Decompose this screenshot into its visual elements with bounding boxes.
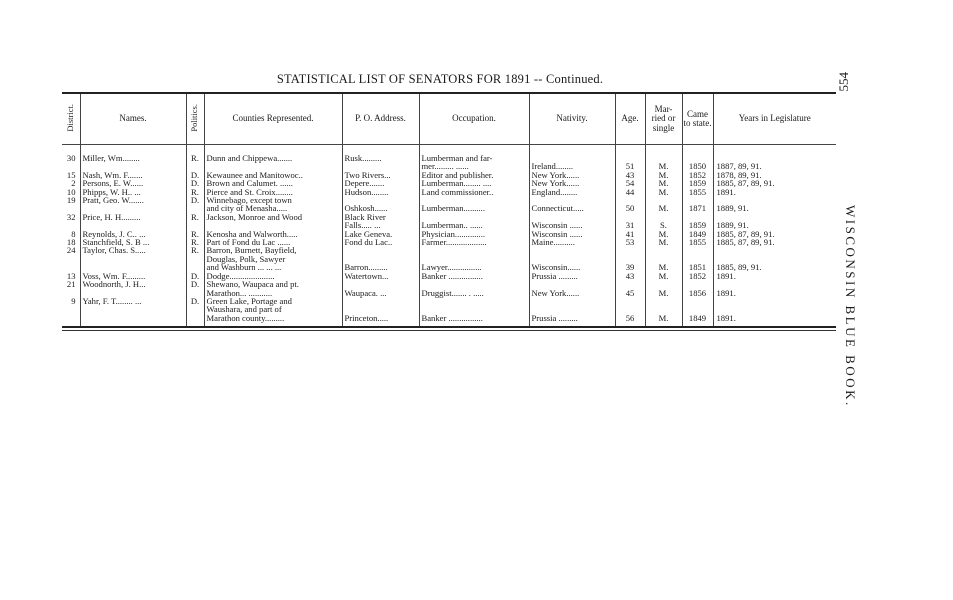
header-age: Age. [615, 94, 645, 145]
cell-name: Yahr, F. T........ ... [80, 297, 186, 326]
cell-line: Lumberman.......... [421, 203, 485, 214]
cell-district: 2 [71, 178, 76, 189]
cell-years [713, 188, 836, 196]
cell-line: Prussia ......... [531, 312, 578, 323]
cell-line: Banker ................ [421, 312, 483, 323]
cell-line: Shewano, Waupaca and pt. [206, 279, 299, 290]
cell-line: England........ [531, 186, 578, 197]
cell-line: Ireland........ [531, 161, 574, 172]
cell-name: Reynolds, J. C.. ... [80, 230, 186, 238]
cell-counties [204, 145, 342, 171]
cell-line [345, 246, 417, 254]
cell-line: Falls..... ... [344, 220, 381, 231]
cell-address [342, 272, 419, 280]
cell-line: 39 [625, 262, 635, 273]
cell-address [342, 238, 419, 246]
header-address: P. O. Address. [342, 94, 419, 145]
cell-line: 41 [625, 228, 635, 239]
cell-married [645, 280, 682, 297]
cell-line: Marathon county......... [206, 312, 285, 323]
cell-line: Wisconsin...... [531, 262, 581, 273]
cell-address [342, 280, 419, 297]
cell-line: M. [658, 270, 669, 281]
cell-politics: R. [186, 238, 204, 246]
cell-came [682, 145, 713, 171]
cell-politics: R. [186, 188, 204, 196]
cell-line: Fond du Lac.. [344, 237, 393, 248]
cell-line: 1856 [688, 287, 707, 298]
cell-occupation [419, 280, 529, 297]
cell-line: 1885, 87, 89, 91. [716, 178, 775, 189]
cell-name: Price, H. H......... [80, 213, 186, 230]
cell-line: 50 [625, 203, 635, 214]
cell-politics: R. [186, 213, 204, 230]
cell-line: S. [660, 220, 667, 231]
table-row [62, 188, 836, 196]
cell-line: 1859 [688, 178, 707, 189]
cell-occupation [419, 213, 529, 230]
table-row [62, 145, 836, 171]
cell-address [342, 145, 419, 171]
cell-married [645, 213, 682, 230]
cell-counties [204, 213, 342, 230]
header-names: Names. [80, 94, 186, 145]
cell-line: Editor and publisher. [421, 169, 494, 180]
header-politics: Politics. [186, 94, 204, 145]
cell-line: Waupaca. ... [344, 287, 387, 298]
running-head: WISCONSIN BLUE BOOK. [843, 205, 858, 408]
cell-name: Miller, Wm........ [80, 145, 186, 171]
cell-name: Persons, E. W...... [80, 179, 186, 187]
cell-years [713, 145, 836, 171]
cell-line: New York...... [531, 178, 580, 189]
cell-district: 32 [66, 211, 76, 222]
cell-line: and city of Menasha..... [206, 203, 288, 214]
cell-name: Voss, Wm. F......... [80, 272, 186, 280]
cell-politics: R. [186, 246, 204, 271]
cell-name: Taylor, Chas. S..... [80, 246, 186, 271]
cell-occupation [419, 297, 529, 326]
cell-address [342, 213, 419, 230]
cell-line: 1871 [688, 203, 707, 214]
table-row [62, 280, 836, 297]
cell-district: 21 [66, 279, 76, 290]
cell-nativity [529, 280, 615, 297]
cell-line: 56 [625, 312, 635, 323]
cell-age [615, 297, 645, 326]
cell-district: 15 [66, 169, 76, 180]
cell-counties [204, 196, 342, 213]
cell-line: 1885, 87, 89, 91. [716, 228, 775, 239]
cell-politics: D. [186, 272, 204, 280]
cell-line: 45 [625, 287, 635, 298]
cell-age [615, 213, 645, 230]
cell-line: 1849 [688, 228, 707, 239]
cell-district: 13 [66, 270, 76, 281]
cell-name: Stanchfield, S. B ... [80, 238, 186, 246]
cell-line: 1859 [688, 220, 707, 231]
cell-line [345, 297, 417, 305]
cell-line: Physician.............. [421, 228, 485, 239]
cell-district: 18 [66, 237, 76, 248]
cell-address [342, 297, 419, 326]
cell-politics: D. [186, 171, 204, 179]
cell-age [615, 280, 645, 297]
table-row [62, 297, 836, 326]
table-row [62, 238, 836, 246]
cell-line: M. [658, 287, 669, 298]
cell-line: Dodge..................... [206, 270, 275, 281]
cell-line: 1850 [688, 161, 707, 172]
header-nativity: Nativity. [529, 94, 615, 145]
cell-married [645, 297, 682, 326]
cell-years [713, 297, 836, 326]
cell-address [342, 188, 419, 196]
cell-district: 30 [66, 153, 76, 163]
cell-line: M. [658, 312, 669, 323]
cell-line [717, 246, 835, 254]
cell-nativity [529, 238, 615, 246]
cell-district: 10 [66, 186, 76, 197]
cell-line: 1891. [716, 312, 736, 323]
cell-line: 1891. [716, 287, 736, 298]
cell-line: Maine.......... [531, 237, 575, 248]
cell-age [615, 196, 645, 213]
cell-age [615, 246, 645, 271]
cell-line: Barron......... [344, 262, 388, 273]
cell-line: 1855 [688, 186, 707, 197]
cell-nativity [529, 246, 615, 271]
cell-line: Lumberman.. ...... [421, 220, 483, 231]
cell-line: New York...... [531, 287, 580, 298]
cell-line: Oshkosh...... [344, 203, 388, 214]
cell-line: 1852 [688, 270, 707, 281]
cell-name: Nash, Wm. F....... [80, 171, 186, 179]
cell-district: 9 [71, 295, 76, 306]
cell-line: Connecticut..... [531, 203, 584, 214]
cell-came [682, 297, 713, 326]
cell-line: Rusk......... [344, 153, 382, 163]
cell-line: 1851 [688, 262, 707, 273]
cell-nativity [529, 297, 615, 326]
cell-line: 54 [625, 178, 635, 189]
cell-line: M. [658, 228, 669, 239]
cell-line: 53 [625, 237, 635, 248]
cell-nativity [529, 213, 615, 230]
header-years: Years in Legislature [713, 94, 836, 145]
cell-line: Farmer................... [421, 237, 487, 248]
cell-line: 51 [625, 161, 635, 172]
cell-counties [204, 246, 342, 271]
cell-name: Pratt, Geo. W....... [80, 196, 186, 213]
cell-line: Prussia ......... [531, 270, 578, 281]
cell-line: Dunn and Chippewa....... [206, 153, 293, 163]
cell-line: Kewaunee and Manitowoc.. [206, 169, 303, 180]
cell-politics: D. [186, 280, 204, 297]
cell-line: Wisconsin ...... [531, 220, 583, 231]
cell-district: 19 [66, 195, 76, 206]
cell-district: 24 [66, 245, 76, 256]
cell-came [682, 213, 713, 230]
cell-line: M. [658, 237, 669, 248]
cell-line: Banker ................ [421, 270, 483, 281]
cell-married [645, 196, 682, 213]
cell-line: Kenosha and Walworth..... [206, 228, 298, 239]
cell-politics: D. [186, 179, 204, 187]
cell-came [682, 196, 713, 213]
cell-line: 43 [625, 169, 635, 180]
page-number: 554 [836, 72, 851, 92]
cell-nativity [529, 145, 615, 171]
header-counties: Counties Represented. [204, 94, 342, 145]
cell-married [645, 246, 682, 271]
cell-line: M. [658, 178, 669, 189]
cell-counties [204, 297, 342, 326]
cell-politics: R. [186, 145, 204, 171]
cell-line [422, 246, 527, 254]
cell-line: 1855 [688, 237, 707, 248]
bottom-rule-thin [62, 330, 836, 331]
cell-line: Lumberman and far- [421, 153, 493, 163]
cell-line [717, 297, 835, 305]
cell-occupation [419, 145, 529, 171]
table-row [62, 246, 836, 271]
cell-occupation [419, 272, 529, 280]
page-title: STATISTICAL LIST OF SENATORS FOR 1891 -- Continued. [276, 72, 604, 86]
cell-line: M. [658, 161, 669, 172]
table-row [62, 272, 836, 280]
cell-address [342, 196, 419, 213]
cell-line: 31 [625, 220, 635, 231]
cell-line: 1885, 89, 91. [716, 262, 762, 273]
cell-line: Wisconsin ...... [531, 228, 583, 239]
senators-table [62, 94, 836, 326]
cell-years [713, 246, 836, 271]
cell-line: Winnebago, except town [206, 195, 292, 206]
cell-line: Black River [344, 211, 386, 222]
cell-name: Phipps, W. H.. ... [80, 188, 186, 196]
cell-came [682, 246, 713, 271]
cell-line: 1887, 89, 91. [716, 161, 762, 172]
cell-politics: D. [186, 297, 204, 326]
table-row [62, 196, 836, 213]
cell-line: 1885, 87, 89, 91. [716, 237, 775, 248]
cell-line [532, 246, 613, 254]
cell-occupation [419, 238, 529, 246]
cell-counties [204, 280, 342, 297]
cell-line: 1889, 91. [716, 220, 749, 231]
cell-line: Part of Fond du Lac ...... [206, 237, 291, 248]
cell-politics: D. [186, 196, 204, 213]
cell-line: M. [658, 203, 669, 214]
header-district: District. [62, 94, 80, 145]
cell-line: 44 [625, 186, 635, 197]
cell-line: Waushara, and part of [206, 304, 282, 315]
cell-line: Pierce and St. Croix........ [206, 186, 293, 197]
cell-address [342, 246, 419, 271]
senators-table-wrap [62, 92, 836, 331]
cell-line: Druggist....... . ..... [421, 287, 484, 298]
cell-line: Brown and Calumet. ...... [206, 178, 293, 189]
cell-line: Depere....... [344, 178, 385, 189]
header-married: Mar- ried or single [645, 94, 682, 145]
cell-line: Marathon... ........... [206, 287, 273, 298]
cell-line [422, 297, 527, 305]
senators-body [62, 145, 836, 327]
cell-line: 1849 [688, 312, 707, 323]
cell-years [713, 238, 836, 246]
cell-name: Woodnorth, J. H... [80, 280, 186, 297]
cell-line: Princeton..... [344, 312, 389, 323]
cell-came [682, 280, 713, 297]
cell-line: Green Lake, Portage and [206, 295, 292, 306]
cell-age [615, 145, 645, 171]
cell-line: Barron, Burnett, Bayfield, [206, 245, 297, 256]
cell-nativity [529, 188, 615, 196]
cell-line: M. [658, 186, 669, 197]
cell-line: 43 [625, 270, 635, 281]
cell-line: M. [658, 262, 669, 273]
header-occupation: Occupation. [419, 94, 529, 145]
cell-district: 8 [71, 228, 76, 239]
cell-line [532, 297, 613, 305]
cell-occupation [419, 196, 529, 213]
cell-line: Two Rivers... [344, 169, 391, 180]
cell-occupation [419, 188, 529, 196]
cell-line: and Washburn ... ... ... [206, 262, 282, 273]
cell-line: Land commissioner.. [421, 186, 494, 197]
cell-years [713, 280, 836, 297]
cell-line: mer......... ...... [421, 161, 469, 172]
cell-married [645, 145, 682, 171]
cell-nativity [529, 272, 615, 280]
cell-line: 1891. [716, 186, 736, 197]
cell-nativity [529, 196, 615, 213]
cell-line: 1889, 91. [716, 203, 749, 214]
cell-line: Watertown... [344, 270, 389, 281]
cell-years [713, 196, 836, 213]
cell-line: Lawyer................ [421, 262, 482, 273]
cell-line: 1852 [688, 169, 707, 180]
cell-years [713, 213, 836, 230]
cell-line: M. [658, 169, 669, 180]
cell-years [713, 272, 836, 280]
cell-politics: R. [186, 230, 204, 238]
cell-line: 1891. [716, 270, 736, 281]
header-came: Came to state. [682, 94, 713, 145]
cell-line: New York...... [531, 169, 580, 180]
table-row [62, 213, 836, 230]
cell-line: 1878, 89, 91. [716, 169, 762, 180]
header-row [62, 94, 836, 145]
cell-line: Lumberman........ .... [421, 178, 492, 189]
cell-line: Lake Geneva. [344, 228, 393, 239]
cell-occupation [419, 246, 529, 271]
cell-line: Hudson........ [344, 186, 389, 197]
cell-line: Jackson, Monroe and Wood [206, 211, 303, 222]
cell-line: Douglas, Polk, Sawyer [206, 253, 286, 264]
